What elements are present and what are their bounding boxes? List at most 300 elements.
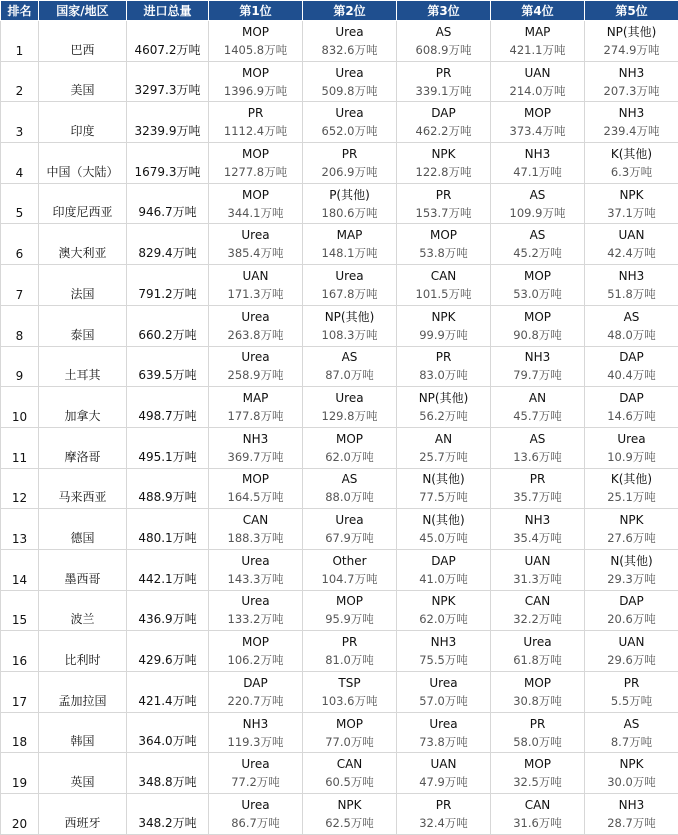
product-volume: 108.3万吨	[303, 326, 396, 344]
position-5-cell	[585, 387, 678, 428]
position-2-cell	[303, 631, 397, 672]
table-row	[1, 427, 678, 468]
product-volume: 6.3万吨	[585, 163, 678, 181]
header-pos4: 第4位	[491, 1, 585, 21]
product-name: DAP	[209, 674, 302, 692]
total-import-cell: 348.8万吨	[127, 753, 209, 794]
position-2-cell	[303, 509, 397, 550]
country-cell: 法国	[39, 265, 127, 306]
product-volume: 339.1万吨	[397, 82, 490, 100]
product-name: Urea	[209, 226, 302, 244]
position-2-cell	[303, 61, 397, 102]
table-row	[1, 265, 678, 306]
product-volume: 143.3万吨	[209, 570, 302, 588]
rank-cell: 11	[1, 427, 39, 468]
rank-cell: 10	[1, 387, 39, 428]
product-name: Urea	[303, 23, 396, 41]
position-5-cell	[585, 143, 678, 184]
product-name: NPK	[397, 308, 490, 326]
position-3-cell	[397, 712, 491, 753]
product-name: CAN	[491, 592, 584, 610]
product-name: NH3	[491, 145, 584, 163]
rank-cell: 17	[1, 672, 39, 713]
position-5-cell	[585, 61, 678, 102]
product-volume: 258.9万吨	[209, 366, 302, 384]
product-volume: 88.0万吨	[303, 488, 396, 506]
position-2-cell	[303, 21, 397, 62]
product-name: Urea	[209, 592, 302, 610]
table-row	[1, 672, 678, 713]
total-import-cell: 3297.3万吨	[127, 61, 209, 102]
product-name: Other	[303, 552, 396, 570]
product-volume: 67.9万吨	[303, 529, 396, 547]
table-row	[1, 224, 678, 265]
product-name: DAP	[397, 104, 490, 122]
position-2-cell	[303, 183, 397, 224]
product-volume: 5.5万吨	[585, 692, 678, 710]
country-cell: 中国（大陆）	[39, 143, 127, 184]
product-volume: 14.6万吨	[585, 407, 678, 425]
product-name: MOP	[209, 186, 302, 204]
product-volume: 41.0万吨	[397, 570, 490, 588]
product-volume: 239.4万吨	[585, 122, 678, 140]
rank-cell: 5	[1, 183, 39, 224]
product-name: CAN	[491, 796, 584, 814]
product-name: NPK	[303, 796, 396, 814]
position-5-cell	[585, 590, 678, 631]
position-5-cell	[585, 224, 678, 265]
position-2-cell	[303, 224, 397, 265]
position-4-cell	[491, 183, 585, 224]
product-volume: 56.2万吨	[397, 407, 490, 425]
position-1-cell	[209, 712, 303, 753]
position-1-cell	[209, 753, 303, 794]
total-import-cell: 4607.2万吨	[127, 21, 209, 62]
total-import-cell: 364.0万吨	[127, 712, 209, 753]
product-volume: 119.3万吨	[209, 733, 302, 751]
product-volume: 62.0万吨	[397, 610, 490, 628]
product-name: UAN	[209, 267, 302, 285]
position-4-cell	[491, 102, 585, 143]
product-volume: 25.7万吨	[397, 448, 490, 466]
product-name: NP(其他)	[397, 389, 490, 407]
table-row	[1, 183, 678, 224]
position-1-cell	[209, 61, 303, 102]
product-name: PR	[491, 715, 584, 733]
product-name: UAN	[491, 552, 584, 570]
product-volume: 29.3万吨	[585, 570, 678, 588]
total-import-cell: 791.2万吨	[127, 265, 209, 306]
header-pos1: 第1位	[209, 1, 303, 21]
product-volume: 31.3万吨	[491, 570, 584, 588]
position-3-cell	[397, 183, 491, 224]
product-name: CAN	[209, 511, 302, 529]
product-volume: 75.5万吨	[397, 651, 490, 669]
position-4-cell	[491, 61, 585, 102]
product-volume: 77.0万吨	[303, 733, 396, 751]
product-name: Urea	[491, 633, 584, 651]
product-name: PR	[303, 145, 396, 163]
product-name: PR	[397, 64, 490, 82]
position-5-cell	[585, 265, 678, 306]
position-4-cell	[491, 468, 585, 509]
country-cell: 墨西哥	[39, 549, 127, 590]
position-4-cell	[491, 794, 585, 835]
product-name: MAP	[303, 226, 396, 244]
position-3-cell	[397, 672, 491, 713]
product-volume: 51.8万吨	[585, 285, 678, 303]
product-name: AN	[397, 430, 490, 448]
position-3-cell	[397, 794, 491, 835]
rank-cell: 8	[1, 305, 39, 346]
product-name: Urea	[303, 64, 396, 82]
country-cell: 土耳其	[39, 346, 127, 387]
product-name: NPK	[397, 592, 490, 610]
product-name: Urea	[209, 308, 302, 326]
rank-cell: 20	[1, 794, 39, 835]
product-volume: 27.6万吨	[585, 529, 678, 547]
product-volume: 385.4万吨	[209, 244, 302, 262]
product-name: UAN	[397, 755, 490, 773]
rank-cell: 13	[1, 509, 39, 550]
product-volume: 47.9万吨	[397, 773, 490, 791]
country-cell: 英国	[39, 753, 127, 794]
position-3-cell	[397, 549, 491, 590]
position-4-cell	[491, 346, 585, 387]
country-cell: 澳大利亚	[39, 224, 127, 265]
table-row	[1, 509, 678, 550]
product-volume: 30.0万吨	[585, 773, 678, 791]
product-name: UAN	[585, 633, 678, 651]
product-volume: 148.1万吨	[303, 244, 396, 262]
product-name: MOP	[303, 715, 396, 733]
position-4-cell	[491, 631, 585, 672]
header-country: 国家/地区	[39, 1, 127, 21]
product-volume: 509.8万吨	[303, 82, 396, 100]
total-import-cell: 442.1万吨	[127, 549, 209, 590]
position-5-cell	[585, 509, 678, 550]
product-name: MOP	[397, 226, 490, 244]
rank-cell: 3	[1, 102, 39, 143]
position-4-cell	[491, 21, 585, 62]
product-name: AN	[491, 389, 584, 407]
position-5-cell	[585, 21, 678, 62]
product-name: AS	[491, 430, 584, 448]
country-cell: 加拿大	[39, 387, 127, 428]
product-volume: 45.7万吨	[491, 407, 584, 425]
position-5-cell	[585, 305, 678, 346]
product-volume: 101.5万吨	[397, 285, 490, 303]
product-volume: 45.0万吨	[397, 529, 490, 547]
product-volume: 58.0万吨	[491, 733, 584, 751]
product-name: NH3	[585, 796, 678, 814]
product-volume: 90.8万吨	[491, 326, 584, 344]
product-name: NH3	[585, 267, 678, 285]
position-3-cell	[397, 305, 491, 346]
product-name: AS	[491, 226, 584, 244]
position-5-cell	[585, 712, 678, 753]
header-pos3: 第3位	[397, 1, 491, 21]
product-volume: 344.1万吨	[209, 204, 302, 222]
position-2-cell	[303, 346, 397, 387]
product-volume: 652.0万吨	[303, 122, 396, 140]
product-volume: 153.7万吨	[397, 204, 490, 222]
header-total: 进口总量	[127, 1, 209, 21]
table-row	[1, 468, 678, 509]
total-import-cell: 1679.3万吨	[127, 143, 209, 184]
country-cell: 德国	[39, 509, 127, 550]
total-import-cell: 488.9万吨	[127, 468, 209, 509]
position-3-cell	[397, 468, 491, 509]
position-5-cell	[585, 549, 678, 590]
position-1-cell	[209, 21, 303, 62]
position-3-cell	[397, 143, 491, 184]
product-volume: 25.1万吨	[585, 488, 678, 506]
total-import-cell: 3239.9万吨	[127, 102, 209, 143]
product-volume: 40.4万吨	[585, 366, 678, 384]
product-name: DAP	[585, 348, 678, 366]
position-1-cell	[209, 346, 303, 387]
position-2-cell	[303, 753, 397, 794]
position-1-cell	[209, 549, 303, 590]
product-volume: 608.9万吨	[397, 41, 490, 59]
total-import-cell: 639.5万吨	[127, 346, 209, 387]
position-4-cell	[491, 265, 585, 306]
product-volume: 171.3万吨	[209, 285, 302, 303]
country-cell: 比利时	[39, 631, 127, 672]
product-volume: 164.5万吨	[209, 488, 302, 506]
product-volume: 83.0万吨	[397, 366, 490, 384]
position-2-cell	[303, 102, 397, 143]
product-volume: 106.2万吨	[209, 651, 302, 669]
product-volume: 129.8万吨	[303, 407, 396, 425]
product-volume: 180.6万吨	[303, 204, 396, 222]
total-import-cell: 495.1万吨	[127, 427, 209, 468]
country-cell: 马来西亚	[39, 468, 127, 509]
position-1-cell	[209, 794, 303, 835]
product-volume: 79.7万吨	[491, 366, 584, 384]
rank-cell: 7	[1, 265, 39, 306]
position-2-cell	[303, 143, 397, 184]
country-cell: 印度尼西亚	[39, 183, 127, 224]
product-volume: 37.1万吨	[585, 204, 678, 222]
position-5-cell	[585, 102, 678, 143]
country-cell: 韩国	[39, 712, 127, 753]
position-2-cell	[303, 590, 397, 631]
country-cell: 波兰	[39, 590, 127, 631]
product-volume: 61.8万吨	[491, 651, 584, 669]
product-volume: 1396.9万吨	[209, 82, 302, 100]
product-name: Urea	[209, 755, 302, 773]
product-volume: 32.2万吨	[491, 610, 584, 628]
product-name: NH3	[585, 64, 678, 82]
position-3-cell	[397, 346, 491, 387]
product-volume: 48.0万吨	[585, 326, 678, 344]
country-cell: 西班牙	[39, 794, 127, 835]
total-import-cell: 429.6万吨	[127, 631, 209, 672]
product-volume: 133.2万吨	[209, 610, 302, 628]
product-volume: 832.6万吨	[303, 41, 396, 59]
position-3-cell	[397, 61, 491, 102]
product-name: NH3	[491, 511, 584, 529]
header-row	[1, 1, 678, 21]
table-row	[1, 61, 678, 102]
product-name: NH3	[209, 430, 302, 448]
product-name: DAP	[585, 389, 678, 407]
product-volume: 30.8万吨	[491, 692, 584, 710]
rank-cell: 19	[1, 753, 39, 794]
product-name: CAN	[397, 267, 490, 285]
product-name: MAP	[209, 389, 302, 407]
product-volume: 77.5万吨	[397, 488, 490, 506]
product-name: AS	[585, 715, 678, 733]
product-name: NPK	[585, 755, 678, 773]
product-name: MOP	[491, 308, 584, 326]
product-volume: 1112.4万吨	[209, 122, 302, 140]
position-3-cell	[397, 224, 491, 265]
table-row	[1, 305, 678, 346]
product-volume: 1405.8万吨	[209, 41, 302, 59]
table-row	[1, 387, 678, 428]
table-row	[1, 712, 678, 753]
position-3-cell	[397, 21, 491, 62]
product-name: PR	[397, 186, 490, 204]
country-cell: 印度	[39, 102, 127, 143]
position-5-cell	[585, 427, 678, 468]
country-cell: 美国	[39, 61, 127, 102]
product-name: Urea	[303, 389, 396, 407]
product-name: Urea	[209, 552, 302, 570]
rank-cell: 2	[1, 61, 39, 102]
product-name: NH3	[397, 633, 490, 651]
product-name: DAP	[397, 552, 490, 570]
product-name: MOP	[209, 633, 302, 651]
rank-cell: 16	[1, 631, 39, 672]
position-5-cell	[585, 631, 678, 672]
table-row	[1, 590, 678, 631]
table-row	[1, 21, 678, 62]
product-volume: 177.8万吨	[209, 407, 302, 425]
position-3-cell	[397, 509, 491, 550]
product-name: UAN	[491, 64, 584, 82]
position-4-cell	[491, 590, 585, 631]
product-name: NPK	[585, 511, 678, 529]
position-4-cell	[491, 387, 585, 428]
position-5-cell	[585, 183, 678, 224]
rank-cell: 4	[1, 143, 39, 184]
position-3-cell	[397, 265, 491, 306]
position-2-cell	[303, 549, 397, 590]
rank-cell: 6	[1, 224, 39, 265]
product-volume: 35.4万吨	[491, 529, 584, 547]
product-name: N(其他)	[585, 552, 678, 570]
position-4-cell	[491, 305, 585, 346]
product-name: N(其他)	[397, 470, 490, 488]
position-3-cell	[397, 590, 491, 631]
product-name: Urea	[303, 104, 396, 122]
product-volume: 60.5万吨	[303, 773, 396, 791]
product-name: K(其他)	[585, 470, 678, 488]
position-2-cell	[303, 794, 397, 835]
product-volume: 28.7万吨	[585, 814, 678, 832]
total-import-cell: 348.2万吨	[127, 794, 209, 835]
product-volume: 263.8万吨	[209, 326, 302, 344]
product-volume: 103.6万吨	[303, 692, 396, 710]
product-volume: 99.9万吨	[397, 326, 490, 344]
position-2-cell	[303, 712, 397, 753]
product-volume: 32.4万吨	[397, 814, 490, 832]
product-name: TSP	[303, 674, 396, 692]
product-volume: 188.3万吨	[209, 529, 302, 547]
product-volume: 62.0万吨	[303, 448, 396, 466]
country-cell: 孟加拉国	[39, 672, 127, 713]
product-name: Urea	[209, 348, 302, 366]
product-volume: 8.7万吨	[585, 733, 678, 751]
product-volume: 95.9万吨	[303, 610, 396, 628]
product-name: NH3	[491, 348, 584, 366]
product-name: AS	[585, 308, 678, 326]
product-volume: 373.4万吨	[491, 122, 584, 140]
position-4-cell	[491, 427, 585, 468]
product-name: NPK	[585, 186, 678, 204]
product-name: CAN	[303, 755, 396, 773]
product-name: AS	[397, 23, 490, 41]
position-5-cell	[585, 794, 678, 835]
product-name: PR	[397, 796, 490, 814]
rank-cell: 18	[1, 712, 39, 753]
table-row	[1, 102, 678, 143]
product-volume: 45.2万吨	[491, 244, 584, 262]
country-cell: 摩洛哥	[39, 427, 127, 468]
header-rank: 排名	[1, 1, 39, 21]
position-1-cell	[209, 509, 303, 550]
position-1-cell	[209, 305, 303, 346]
product-name: MOP	[209, 145, 302, 163]
product-name: MOP	[209, 64, 302, 82]
product-name: AS	[303, 348, 396, 366]
product-volume: 53.0万吨	[491, 285, 584, 303]
product-name: NP(其他)	[303, 308, 396, 326]
product-name: AS	[303, 470, 396, 488]
product-name: PR	[491, 470, 584, 488]
product-volume: 369.7万吨	[209, 448, 302, 466]
product-name: UAN	[585, 226, 678, 244]
product-volume: 167.8万吨	[303, 285, 396, 303]
position-4-cell	[491, 509, 585, 550]
product-volume: 207.3万吨	[585, 82, 678, 100]
position-1-cell	[209, 224, 303, 265]
product-volume: 87.0万吨	[303, 366, 396, 384]
product-volume: 47.1万吨	[491, 163, 584, 181]
product-volume: 1277.8万吨	[209, 163, 302, 181]
product-volume: 20.6万吨	[585, 610, 678, 628]
product-volume: 10.9万吨	[585, 448, 678, 466]
header-pos5: 第5位	[585, 1, 678, 21]
total-import-cell: 421.4万吨	[127, 672, 209, 713]
total-import-cell: 498.7万吨	[127, 387, 209, 428]
position-2-cell	[303, 427, 397, 468]
product-volume: 462.2万吨	[397, 122, 490, 140]
rank-cell: 9	[1, 346, 39, 387]
position-5-cell	[585, 753, 678, 794]
position-3-cell	[397, 102, 491, 143]
product-volume: 53.8万吨	[397, 244, 490, 262]
product-name: PR	[397, 348, 490, 366]
product-name: MOP	[491, 267, 584, 285]
product-name: MOP	[303, 592, 396, 610]
product-name: Urea	[397, 674, 490, 692]
position-2-cell	[303, 672, 397, 713]
